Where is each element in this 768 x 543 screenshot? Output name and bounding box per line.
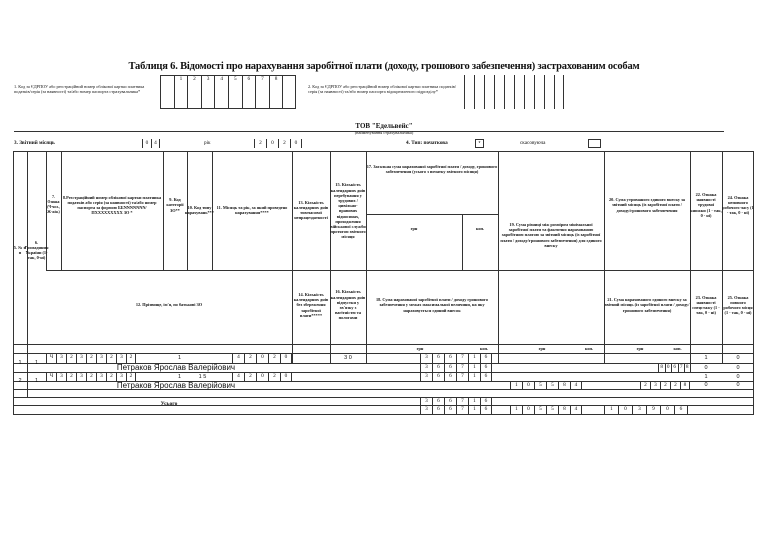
col-header-23: 23. Ознака наявності спецстажу (1 - так, 0 - ні): [692, 294, 720, 316]
col-header-12: 12. Прізвище, ім'я, по батькові ЗО: [135, 302, 203, 308]
digit-cell[interactable]: 5: [546, 405, 558, 414]
digit-cell[interactable]: 5: [534, 405, 546, 414]
digit-cell[interactable]: 1: [510, 405, 522, 414]
digit-cell[interactable]: 4: [232, 372, 244, 381]
digit-cell[interactable]: 6: [674, 405, 688, 414]
digit-cell[interactable]: 1: [468, 397, 480, 405]
row2-number: 2: [18, 377, 22, 384]
digit-cell[interactable]: 7: [456, 363, 468, 372]
digit-cell[interactable]: 9: [646, 405, 660, 414]
digit-cell[interactable]: 6: [444, 353, 456, 363]
digit-cell[interactable]: Ч: [46, 372, 56, 381]
row2-flag23[interactable]: 0: [704, 382, 708, 388]
digit-cell[interactable]: 2: [244, 372, 256, 381]
row1-flag25[interactable]: 0: [736, 364, 740, 371]
digit-cell[interactable]: [504, 75, 514, 109]
digit-cell[interactable]: [554, 75, 564, 109]
digit-cell[interactable]: [464, 75, 474, 109]
col-header-7: 7. Ознака (Ч-чол., Ж-жін.): [47, 194, 60, 215]
digit-cell[interactable]: 6: [444, 397, 456, 405]
digit-cell[interactable]: 5: [546, 381, 558, 390]
col-header-22: 22. Ознака наявності трудової книжки (1 - так, 0 - ні): [690, 191, 722, 218]
sub-kop-20: коп.: [673, 345, 682, 351]
col-header-11: 11. Місяць та рік, за який проведено нарахування****: [216, 204, 288, 215]
row1-citizen[interactable]: 1: [34, 359, 39, 366]
digit-cell[interactable]: 4: [232, 353, 244, 363]
digit-cell[interactable]: 8: [269, 75, 283, 109]
digit-cell[interactable]: [514, 75, 524, 109]
digit-cell[interactable]: 2: [660, 381, 670, 390]
digit-cell[interactable]: 2: [66, 353, 76, 363]
digit-cell[interactable]: 6: [480, 372, 492, 381]
digit-cell[interactable]: 3: [96, 353, 106, 363]
digit-cell[interactable]: 8: [558, 405, 570, 414]
col-header-18: 18. Сума нарахованої заробітної плати / доходу грошового забезпечення у межах максимальної величини, на яку нараховується єдиний внесок: [375, 297, 489, 313]
year-label: рік: [204, 140, 211, 146]
col-header-24: 24. Ознака неповного робочого часу (1 - так, 0 - ні): [722, 194, 754, 216]
digit-cell[interactable]: 0: [142, 139, 151, 148]
row1-flag22[interactable]: 1: [704, 355, 708, 361]
row2-flag25[interactable]: 0: [736, 382, 740, 388]
digit-cell[interactable]: [160, 75, 174, 109]
digit-cell[interactable]: 3: [201, 75, 215, 109]
sub-kop-18: коп.: [479, 345, 489, 351]
row1-category[interactable]: 1: [177, 355, 182, 361]
total-sum21: [604, 405, 688, 414]
digit-cell[interactable]: 1: [510, 381, 522, 390]
total-sum17: [420, 397, 492, 405]
total-sum18: [420, 405, 492, 414]
digit-cell[interactable]: 0: [256, 353, 268, 363]
digit-cell[interactable]: 3: [116, 372, 126, 381]
digit-cell[interactable]: 6: [444, 363, 456, 372]
row1-sum21[interactable]: [658, 363, 691, 372]
digit-cell[interactable]: 3: [420, 372, 432, 381]
digit-cell[interactable]: 2: [268, 353, 280, 363]
digit-cell[interactable]: 6: [242, 75, 256, 109]
digit-cell[interactable]: 1: [468, 405, 480, 414]
type-label: 4. Тип: початкова: [406, 140, 448, 146]
col-header-5: 5. № з/п: [13, 244, 27, 255]
digit-cell[interactable]: 2: [126, 353, 136, 363]
digit-cell[interactable]: 0: [290, 139, 302, 148]
digit-cell[interactable]: 3: [420, 397, 432, 405]
col-header-19: 19. Сума різниці між розміром мінімальної заробітної плати та фактично нарахованою заробітною платою за звітний місяць (із заробітної плати / доходу/грошового забезпечення) для єдиного внеску: [500, 221, 602, 248]
row2-tax-code[interactable]: [46, 372, 136, 381]
total-label: Усього: [160, 401, 178, 408]
col-header-14: 14. Кількість календарних днів без збереження заробітної плати*****: [293, 291, 329, 318]
digit-cell[interactable]: [484, 75, 494, 109]
digit-cell[interactable]: 2: [254, 139, 266, 148]
digit-cell[interactable]: Ч: [46, 353, 56, 363]
col-header-8: 8.Реєстраційний номер облікової картки платника податків або серія (за наявності) та/або номер паспорта за формою ББNNNNNNN/ПХХХХХХХХХ ЗО *: [62, 194, 162, 216]
digit-cell[interactable]: 0: [266, 139, 278, 148]
col-header-17-grn: грн: [410, 226, 418, 232]
col-header-6: 6. Громадянин України (1-так, 0-ні): [24, 239, 49, 261]
digit-cell[interactable]: 1: [468, 353, 480, 363]
company-caption: (найменування страхувальника): [354, 130, 414, 135]
digit-cell[interactable]: 2: [268, 372, 280, 381]
row2-flag22[interactable]: 1: [704, 373, 708, 380]
company-name: ТОВ "Едельвейс": [355, 122, 413, 130]
digit-cell[interactable]: 4: [151, 139, 160, 148]
row2-category[interactable]: 1: [177, 373, 182, 380]
digit-cell[interactable]: 5: [534, 381, 546, 390]
row2-flag24[interactable]: 0: [736, 373, 740, 380]
digit-cell[interactable]: 7: [456, 353, 468, 363]
digit-cell[interactable]: 6: [480, 363, 492, 372]
col-header-16: 16. Кількість календарних днів відпустки у зв'язку з вагітністю та пологами: [330, 289, 366, 321]
col-header-17: 17. Загальна сума нарахованої заробітної плати / доходу, грошового забезпечення (усього з початку звітного місяця): [366, 163, 498, 174]
digit-cell[interactable]: 3: [420, 405, 432, 414]
digit-cell[interactable]: 3: [96, 372, 106, 381]
digit-cell[interactable]: 4: [214, 75, 228, 109]
digit-cell[interactable]: 2: [187, 75, 201, 109]
sub-grn-18: грн: [416, 345, 424, 351]
digit-cell[interactable]: 6: [432, 353, 444, 363]
row1-flag23[interactable]: 0: [704, 364, 708, 371]
digit-cell[interactable]: 2: [126, 372, 136, 381]
col-header-13: 13. Кількість календарних днів тимчасової непрацездатності: [293, 199, 329, 221]
field2-digits[interactable]: [464, 75, 564, 109]
digit-cell[interactable]: 7: [255, 75, 269, 109]
digit-cell[interactable]: 2: [244, 353, 256, 363]
digit-cell[interactable]: 3: [632, 405, 646, 414]
digit-cell[interactable]: 3: [116, 353, 126, 363]
digit-cell[interactable]: 6: [671, 363, 678, 372]
digit-cell[interactable]: 3: [56, 372, 66, 381]
row2-citizen[interactable]: 1: [34, 377, 39, 384]
digit-cell[interactable]: 3: [650, 381, 660, 390]
col-header-15: 15. Кількість календарних днів перебування у трудових / цивільно-правових відносинах, проходження військової служби протягом звітного місяця: [330, 182, 366, 240]
col-header-10: 10. Код типу нарахувань***: [185, 204, 214, 215]
digit-cell[interactable]: 7: [456, 405, 468, 414]
digit-cell[interactable]: 6: [432, 397, 444, 405]
digit-cell[interactable]: 3: [76, 353, 86, 363]
digit-cell[interactable]: [494, 75, 504, 109]
sub-grn-20: грн: [636, 345, 644, 351]
row1-sum17[interactable]: [420, 353, 492, 363]
row1-sum18[interactable]: [420, 363, 492, 372]
digit-cell[interactable]: 0: [256, 372, 268, 381]
field1-digits[interactable]: [160, 75, 296, 109]
row2-period[interactable]: [232, 372, 292, 381]
digit-cell[interactable]: 3: [420, 363, 432, 372]
month-digits[interactable]: [142, 139, 160, 148]
digit-cell[interactable]: [474, 75, 484, 109]
digit-cell[interactable]: 0: [522, 381, 534, 390]
col-header-25: 25. Ознака повного робочого місця (1 - так, 0 - ні): [723, 294, 753, 316]
digit-cell[interactable]: 0: [280, 353, 292, 363]
digit-cell[interactable]: 3: [76, 372, 86, 381]
digit-cell[interactable]: 6: [444, 372, 456, 381]
col-header-21: 21. Сума нарахованого єдиного внеску за звітний місяць (із заробітної плати / доходу/грошового забезпечення): [604, 297, 690, 313]
digit-cell[interactable]: 6: [480, 397, 492, 405]
digit-cell[interactable]: 8: [658, 363, 665, 372]
digit-cell[interactable]: 1: [468, 363, 480, 372]
row2-fullname[interactable]: Петраков Ярослав Валерійович: [116, 381, 236, 390]
digit-cell[interactable]: 2: [278, 139, 290, 148]
digit-cell[interactable]: 0: [280, 372, 292, 381]
digit-cell[interactable]: [282, 75, 296, 109]
digit-cell[interactable]: 0: [660, 405, 674, 414]
digit-cell[interactable]: [544, 75, 554, 109]
digit-cell[interactable]: 8: [558, 381, 570, 390]
field2-label: 2. Код за ЄДРПОУ або реєстраційний номер облікової картки платника податків/серія (за наявності) та/або номер паспорта відокремленого підрозділу*: [308, 84, 457, 94]
row1-flag24[interactable]: 0: [736, 355, 740, 361]
digit-cell[interactable]: 2: [106, 372, 116, 381]
digit-cell[interactable]: 6: [432, 363, 444, 372]
digit-cell[interactable]: 6: [432, 372, 444, 381]
digit-cell[interactable]: 2: [640, 381, 650, 390]
digit-cell[interactable]: 3: [56, 353, 66, 363]
digit-cell[interactable]: [534, 75, 544, 109]
digit-cell[interactable]: 2: [106, 353, 116, 363]
row1-days15[interactable]: 3 0: [344, 355, 352, 361]
type-cancel-label: скасовуюча: [520, 140, 546, 146]
digit-cell[interactable]: 0: [522, 405, 534, 414]
digit-cell[interactable]: 6: [480, 405, 492, 414]
digit-cell[interactable]: 7: [456, 372, 468, 381]
col-header-20: 20. Сума утриманого єдиного внеску за звітний місяць (із заробітної плати / доходу/грошового забезпечення: [609, 197, 685, 213]
row1-fullname[interactable]: Петраков Ярослав Валерійович: [116, 363, 236, 372]
digit-cell[interactable]: 2: [86, 372, 96, 381]
row2-sum21[interactable]: [640, 381, 690, 390]
digit-cell[interactable]: 1: [468, 372, 480, 381]
digit-cell[interactable]: 0: [665, 363, 672, 372]
page-title: Таблиця 6. Відомості про нарахування заробітної плати (доходу, грошового забезпечення) застрахованим особам: [128, 61, 640, 72]
digit-cell[interactable]: 7: [678, 363, 685, 372]
digit-cell[interactable]: 6: [444, 405, 456, 414]
digit-cell[interactable]: [524, 75, 534, 109]
col-header-9: 9. Код категорії ЗО**: [166, 197, 184, 213]
sub-grn-19: грн: [538, 345, 546, 351]
digit-cell[interactable]: 3: [420, 353, 432, 363]
row1-number: 1: [18, 359, 22, 366]
digit-cell[interactable]: 4: [570, 405, 582, 414]
digit-cell[interactable]: 2: [670, 381, 680, 390]
digit-cell[interactable]: 8: [685, 364, 689, 370]
row2-sum17[interactable]: [420, 372, 492, 381]
digit-cell[interactable]: 1: [604, 405, 618, 414]
month-label: 3. Звітний місяць: [14, 140, 55, 146]
digit-cell[interactable]: 6: [432, 405, 444, 414]
digit-cell[interactable]: 5: [228, 75, 242, 109]
type-initial-checkbox[interactable]: *: [475, 139, 484, 148]
digit-cell[interactable]: 6: [480, 353, 492, 363]
digit-cell[interactable]: 7: [456, 397, 468, 405]
digit-cell[interactable]: 8: [680, 381, 690, 390]
field1-label: 1. Код за ЄДРПОУ або реєстраційний номер облікової картки платника податків/серія (за наявності) та/або номер паспорта страхувальника*: [14, 84, 145, 94]
col-header-17-kop: коп.: [475, 226, 485, 232]
digit-cell[interactable]: 1: [174, 75, 188, 109]
sub-kop-19: коп.: [584, 345, 594, 351]
total-sum20: [510, 405, 582, 414]
year-digits[interactable]: [254, 139, 302, 148]
row2-sum20[interactable]: [510, 381, 582, 390]
digit-cell[interactable]: 2: [66, 372, 76, 381]
row2-type[interactable]: 1 5: [198, 373, 207, 380]
digit-cell[interactable]: 0: [618, 405, 632, 414]
type-cancel-checkbox[interactable]: [588, 139, 601, 148]
digit-cell[interactable]: 2: [86, 353, 96, 363]
digit-cell[interactable]: 4: [570, 381, 582, 390]
